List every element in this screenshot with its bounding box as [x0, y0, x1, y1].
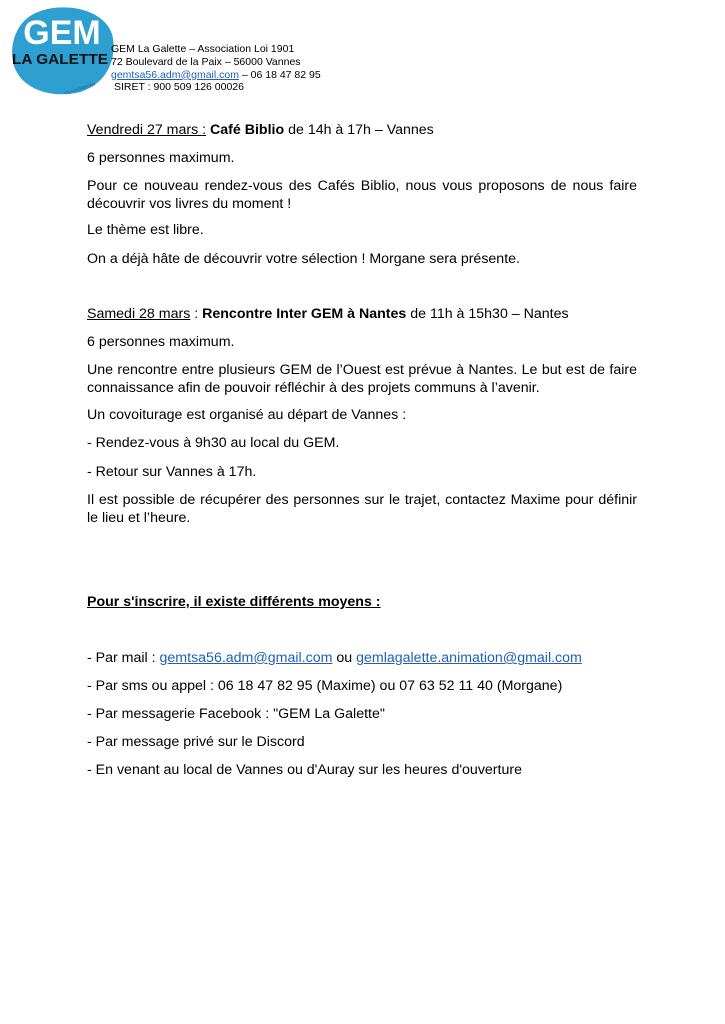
header-phone: – 06 18 47 82 95 — [238, 68, 321, 81]
event-2-paragraph: Une rencontre entre plusieurs GEM de l’Ouest est prévue à Nantes. Le but est de faire connaissance afin de pouvoir réfléchir à des projets communs à l’avenir. — [87, 362, 637, 396]
org-line: GEM La Galette – Association Loi 1901 — [111, 43, 295, 55]
mail-prefix: - Par mail : — [87, 650, 160, 666]
registration-mail — [87, 650, 637, 668]
registration-item: - Par sms ou appel : 06 18 47 82 95 (Maxime) ou 07 63 52 11 40 (Morgane) — [87, 678, 563, 694]
event-1-date: Vendredi 27 mars : — [87, 122, 207, 138]
event-2-date: Samedi 28 mars — [87, 306, 191, 322]
event-2-title: Rencontre Inter GEM à Nantes — [202, 306, 407, 322]
event-1-paragraph: On a déjà hâte de découvrir votre sélection ! Morgane sera présente. — [87, 251, 520, 267]
registration-item: - En venant au local de Vannes ou d'Auray sur les heures d'ouverture — [87, 762, 522, 778]
email-link-1[interactable]: gemtsa56.adm@gmail.com — [159, 650, 333, 666]
logo-la-galette-text: LA GALETTE — [12, 52, 109, 68]
event-1-heading — [87, 122, 637, 140]
event-2-paragraph: - Retour sur Vannes à 17h. — [87, 464, 257, 480]
event-1-paragraph: Le thème est libre. — [87, 222, 204, 238]
email-link-2[interactable]: gemlagalette.animation@gmail.com — [356, 650, 582, 666]
gem-la-galette-logo — [8, 4, 116, 96]
event-2-heading — [87, 306, 637, 324]
event-1-paragraph: Pour ce nouveau rendez-vous des Cafés Biblio, nous vous proposons de nous faire découvrir vos livres du moment ! — [87, 178, 637, 212]
event-2-capacity: 6 personnes maximum. — [87, 334, 235, 350]
logo-gem-text: GEM — [23, 14, 101, 52]
event-1-details: de 14h à 17h – Vannes — [284, 122, 434, 138]
logo-tagline: T.S.A MORBIHAN — [63, 81, 96, 96]
header-email-link[interactable]: gemtsa56.adm@gmail.com — [111, 68, 239, 81]
address-line: 72 Boulevard de la Paix – 56000 Vannes — [111, 55, 301, 68]
event-1-title: Café Biblio — [210, 122, 285, 138]
event-2-details: de 11h à 15h30 – Nantes — [406, 306, 569, 322]
letterhead — [111, 43, 321, 94]
siret-line: SIRET : 900 509 126 00026 — [114, 81, 244, 94]
event-2-paragraph: Il est possible de récupérer des personnes sur le trajet, contactez Maxime pour définir le lieu et l’heure. — [87, 492, 637, 526]
registration-item: - Par messagerie Facebook : "GEM La Galette" — [87, 706, 385, 722]
event-2-sep: : — [190, 306, 203, 322]
mail-or: ou — [332, 650, 357, 666]
event-1-capacity: 6 personnes maximum. — [87, 150, 235, 166]
event-2-paragraph: - Rendez-vous à 9h30 au local du GEM. — [87, 435, 340, 451]
event-2-paragraph: Un covoiturage est organisé au départ de Vannes : — [87, 407, 407, 423]
contact-line — [111, 69, 321, 82]
registration-heading: Pour s'inscrire, il existe différents moyens : — [87, 594, 381, 610]
registration-item: - Par message privé sur le Discord — [87, 734, 305, 750]
